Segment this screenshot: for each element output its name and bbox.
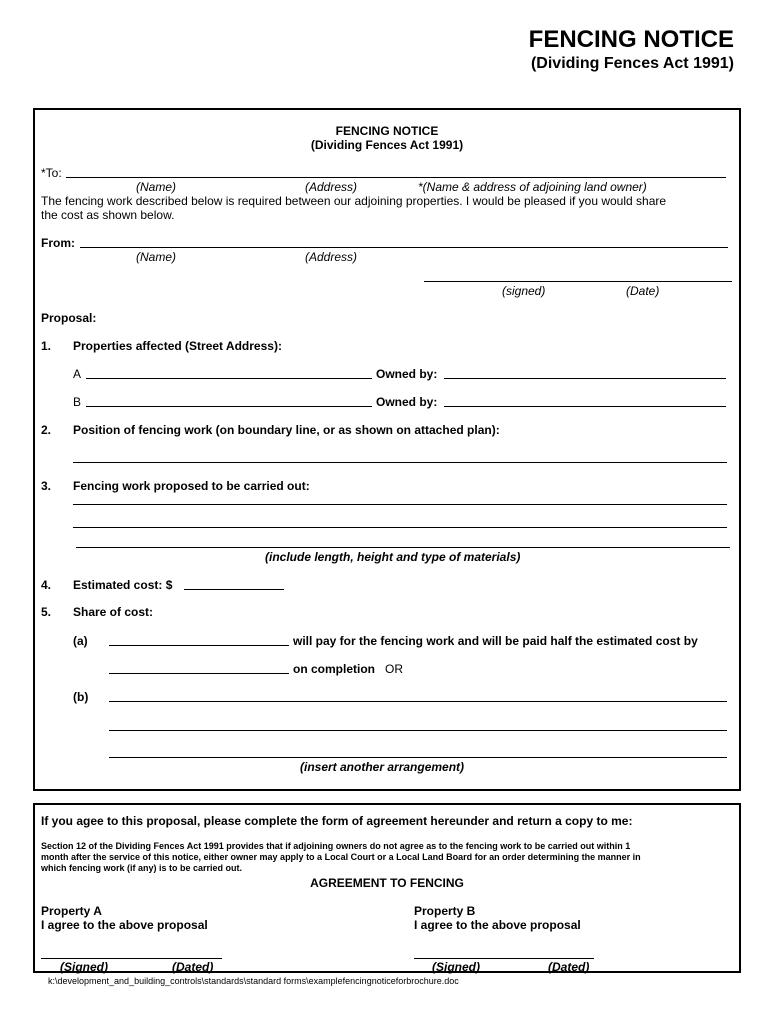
intro-text-line2: the cost as shown below.: [41, 208, 175, 222]
to-field[interactable]: [66, 177, 726, 178]
option-b-field-2[interactable]: [109, 730, 727, 731]
item2-label: Position of fencing work (on boundary line, or as shown on attached plan):: [73, 423, 500, 437]
option-a-completion: on completion: [293, 662, 375, 676]
item2-number: 2.: [41, 423, 52, 437]
intro-text-line1: The fencing work described below is required between our adjoining properties. I would be pleased if you would share: [41, 194, 667, 208]
property-a-address-field[interactable]: [86, 378, 372, 379]
item5-label: Share of cost:: [73, 605, 154, 619]
option-b-note: (insert another arrangement): [300, 760, 465, 774]
property-b-dated-caption: (Dated): [548, 960, 590, 974]
date-caption: (Date): [626, 284, 660, 298]
option-b-field-1[interactable]: [109, 701, 727, 702]
option-b-label: (b): [73, 690, 89, 704]
property-a-owner-field[interactable]: [444, 378, 726, 379]
from-name-caption: (Name): [136, 250, 177, 264]
fencing-work-note: (include length, height and type of materials): [265, 550, 521, 564]
to-owner-caption: *(Name & address of adjoining land owner): [418, 180, 647, 194]
property-a-dated-caption: (Dated): [172, 960, 214, 974]
property-b-owned-label: Owned by:: [376, 395, 438, 409]
section12-line1: Section 12 of the Dividing Fences Act 1991 provides that if adjoining owners do not agree as to the fencing work to be carried out within 1: [41, 841, 631, 851]
item4-number: 4.: [41, 578, 52, 592]
item3-label: Fencing work proposed to be carried out:: [73, 479, 310, 493]
fencing-work-field-2[interactable]: [73, 527, 727, 528]
form-subtitle: (Dividing Fences Act 1991): [310, 138, 464, 152]
page-title: FENCING NOTICE: [528, 26, 734, 53]
property-a-agree: I agree to the above proposal: [41, 918, 208, 932]
property-a-signature-field[interactable]: [41, 958, 222, 959]
option-a-label: (a): [73, 634, 88, 648]
fencing-position-field[interactable]: [73, 462, 727, 463]
property-a-heading: Property A: [41, 904, 102, 918]
item4-label: Estimated cost: $: [73, 578, 173, 592]
item1-number: 1.: [41, 339, 52, 353]
property-b-agree: I agree to the above proposal: [414, 918, 581, 932]
from-label: From:: [41, 236, 75, 250]
fencing-work-field-1[interactable]: [73, 504, 727, 505]
form-title: FENCING NOTICE: [335, 124, 439, 138]
agreement-instruction: If you agee to this proposal, please complete the form of agreement hereunder and return a copy to me:: [41, 814, 633, 828]
property-a-owned-label: Owned by:: [376, 367, 438, 381]
property-b-signed-caption: (Signed): [432, 960, 480, 974]
option-a-text: will pay for the fencing work and will be paid half the estimated cost by: [293, 634, 698, 648]
to-address-caption: (Address): [305, 180, 358, 194]
item1-label: Properties affected (Street Address):: [73, 339, 282, 353]
section12-line2: month after the service of this notice, either owner may apply to a Local Court or a Local Land Board for an order determining the manner in: [41, 852, 641, 862]
property-b-signature-field[interactable]: [414, 958, 594, 959]
agreement-heading: AGREEMENT TO FENCING: [310, 876, 464, 890]
property-b-label: B: [73, 395, 82, 409]
option-a-payer-field[interactable]: [109, 645, 289, 646]
section12-line3: which fencing work (if any) is to be carried out.: [41, 863, 243, 873]
option-a-party-field[interactable]: [109, 673, 289, 674]
property-a-label: A: [73, 367, 82, 381]
to-label: *To:: [41, 166, 62, 180]
property-b-owner-field[interactable]: [444, 406, 726, 407]
item3-number: 3.: [41, 479, 52, 493]
from-address-caption: (Address): [305, 250, 358, 264]
page-subtitle: (Dividing Fences Act 1991): [530, 55, 734, 72]
option-b-field-3[interactable]: [109, 757, 727, 758]
property-b-address-field[interactable]: [86, 406, 372, 407]
estimated-cost-field[interactable]: [184, 589, 284, 590]
proposal-label: Proposal:: [41, 311, 97, 325]
from-field[interactable]: [80, 247, 728, 248]
signed-caption: (signed): [502, 284, 546, 298]
to-name-caption: (Name): [136, 180, 177, 194]
property-b-heading: Property B: [414, 904, 476, 918]
item5-number: 5.: [41, 605, 52, 619]
footer-file-path: k:\development_and_building_controls\standards\standard forms\examplefencingnoticeforbrochure.doc: [48, 976, 459, 986]
option-a-or: OR: [385, 662, 403, 676]
fencing-work-field-3[interactable]: [76, 547, 730, 548]
signature-field[interactable]: [424, 281, 732, 282]
property-a-signed-caption: (Signed): [60, 960, 108, 974]
